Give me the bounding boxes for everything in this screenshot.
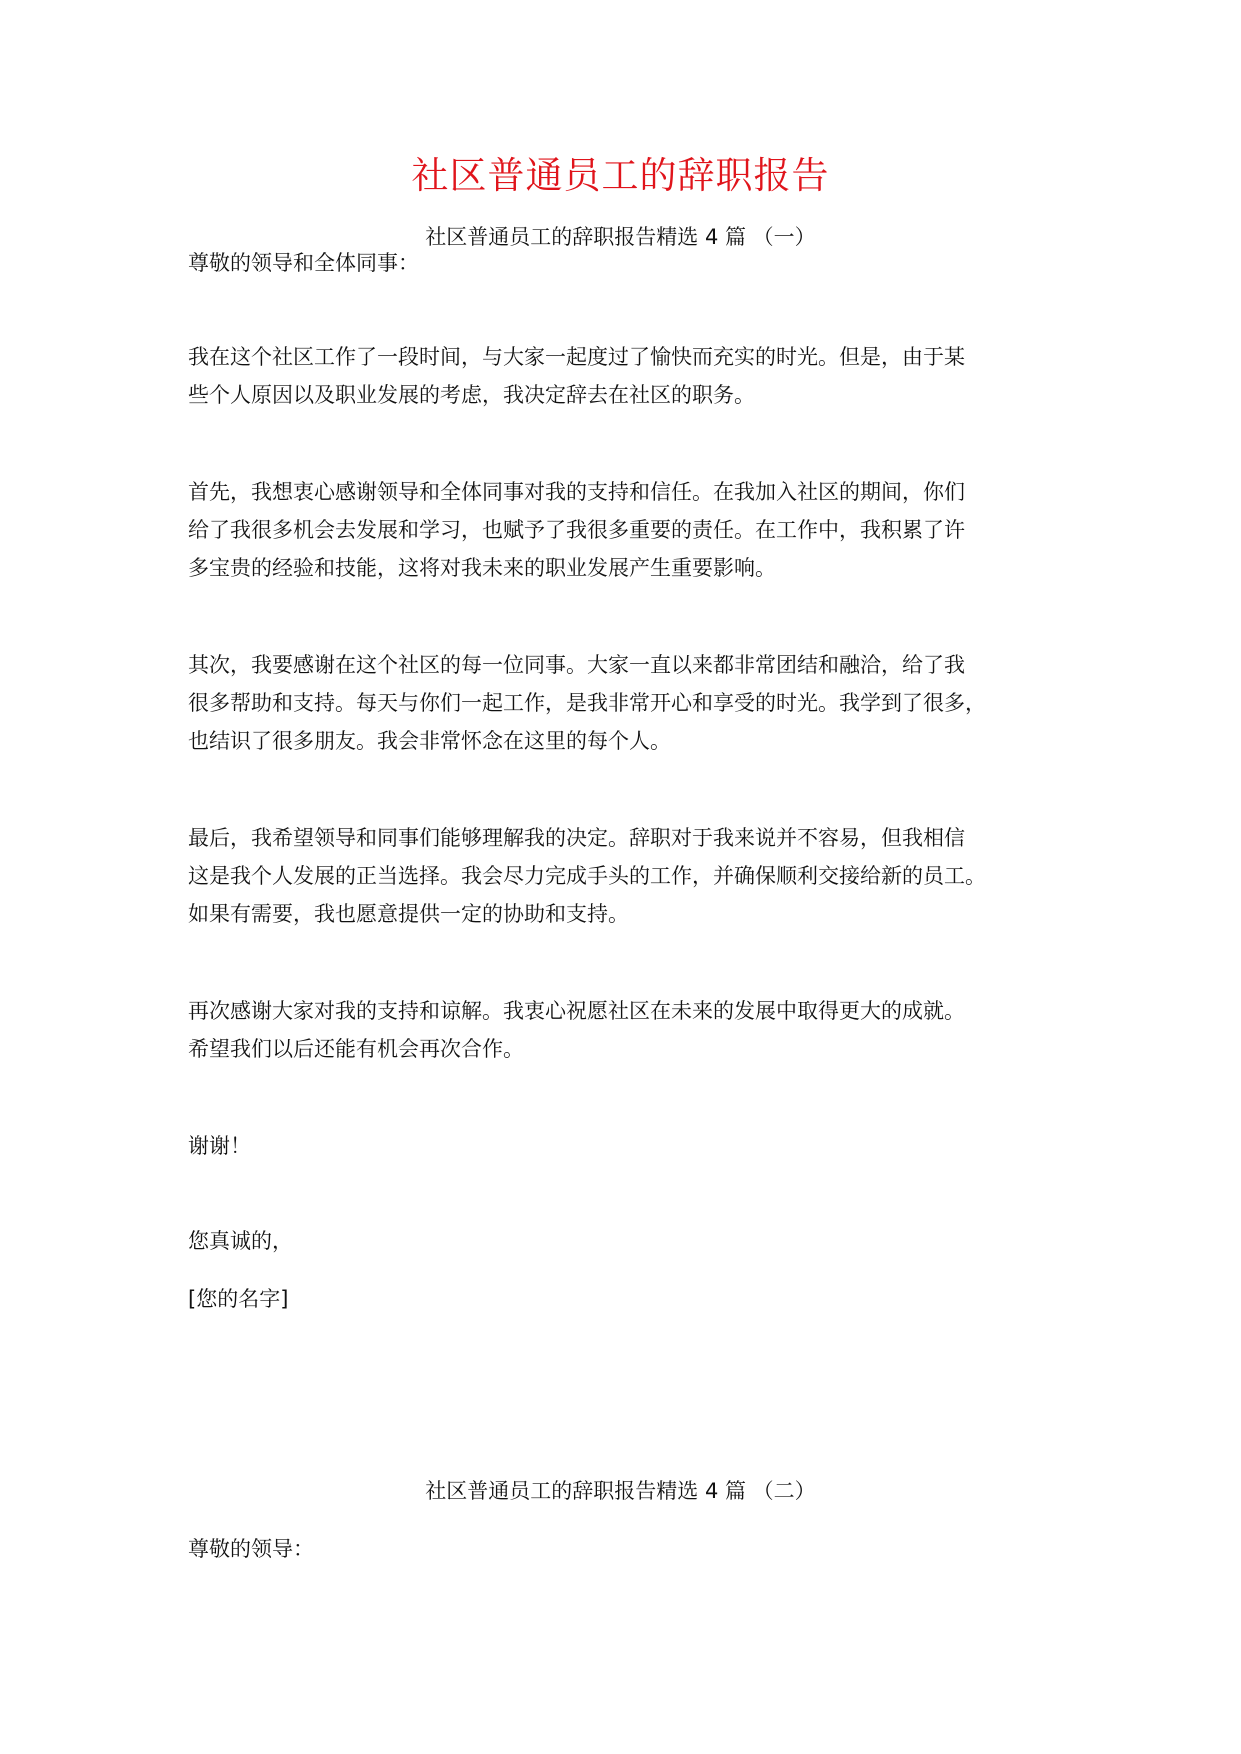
paragraph-1: [188, 338, 1088, 414]
paragraph-line: 这是我个人发展的正当选择。我会尽力完成手头的工作，并确保顺利交接给新的员工。: [188, 864, 986, 888]
paragraph-line: 些个人原因以及职业发展的考虑，我决定辞去在社区的职务。: [188, 383, 755, 407]
section-heading-2: 社区普通员工的辞职报告精选 4 篇 （二）: [425, 1479, 816, 1503]
document-title: 社区普通员工的辞职报告: [411, 154, 830, 197]
paragraph-line: 我在这个社区工作了一段时间，与大家一起度过了愉快而充实的时光。但是，由于某: [188, 345, 965, 369]
paragraph-2: [188, 473, 1088, 587]
greeting-1: 尊敬的领导和全体同事：: [188, 251, 419, 275]
signature-line: [您的名字]: [188, 1287, 289, 1311]
paragraph-line: 如果有需要，我也愿意提供一定的协助和支持。: [188, 902, 629, 926]
paragraph-line: 其次，我要感谢在这个社区的每一位同事。大家一直以来都非常团结和融洽，给了我: [188, 653, 965, 677]
paragraph-3: [188, 646, 1088, 760]
thanks-line: 谢谢！: [188, 1134, 251, 1158]
paragraph-5: [188, 992, 1088, 1068]
paragraph-line: 再次感谢大家对我的支持和谅解。我衷心祝愿社区在未来的发展中取得更大的成就。: [188, 999, 965, 1023]
paragraph-4: [188, 819, 1088, 933]
paragraph-line: 也结识了很多朋友。我会非常怀念在这里的每个人。: [188, 729, 671, 753]
section-heading-1: 社区普通员工的辞职报告精选 4 篇 （一）: [425, 225, 816, 249]
greeting-2: 尊敬的领导：: [188, 1537, 314, 1561]
paragraph-line: 多宝贵的经验和技能，这将对我未来的职业发展产生重要影响。: [188, 556, 776, 580]
paragraph-line: 希望我们以后还能有机会再次合作。: [188, 1037, 524, 1061]
closing-line: 您真诚的，: [188, 1229, 293, 1253]
paragraph-line: 很多帮助和支持。每天与你们一起工作，是我非常开心和享受的时光。我学到了很多，: [188, 691, 986, 715]
paragraph-line: 首先，我想衷心感谢领导和全体同事对我的支持和信任。在我加入社区的期间，你们: [188, 480, 965, 504]
paragraph-line: 最后，我希望领导和同事们能够理解我的决定。辞职对于我来说并不容易，但我相信: [188, 826, 965, 850]
paragraph-line: 给了我很多机会去发展和学习，也赋予了我很多重要的责任。在工作中，我积累了许: [188, 518, 965, 542]
